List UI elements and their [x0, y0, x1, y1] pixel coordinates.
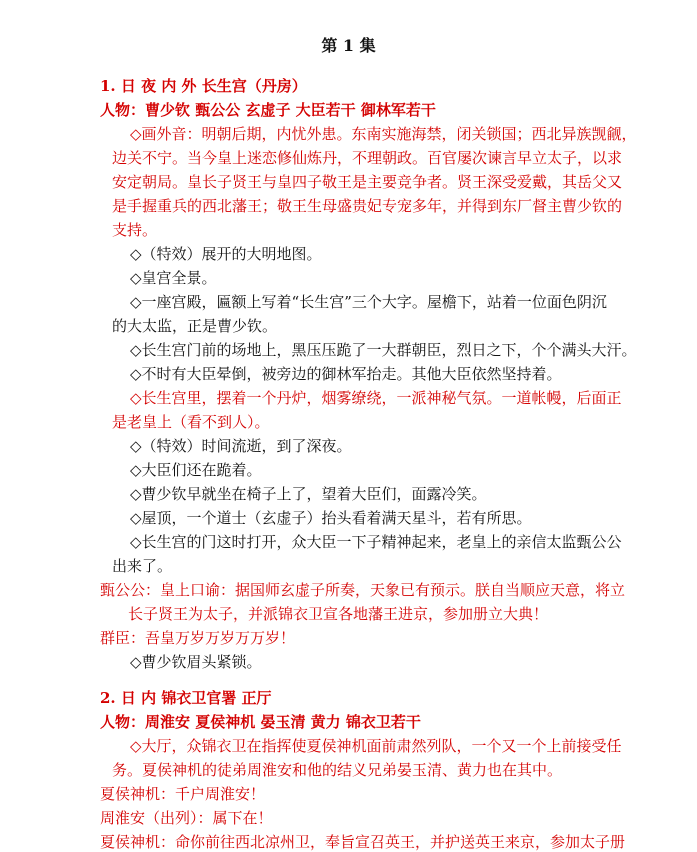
scene-1-line: 支持。	[112, 221, 158, 239]
scene-1-line: ◇（特效）展开的大明地图。	[130, 245, 322, 263]
scene-1-line: ◇曹少钦眉头紧锁。	[130, 653, 262, 671]
scene-1-line: ◇大臣们还在跪着。	[130, 461, 262, 479]
scene-1-line: ◇不时有大臣晕倒，被旁边的御林军抬走。其他大臣依然坚持着。	[130, 365, 562, 383]
episode-title: 第 1 集	[321, 36, 376, 55]
scene-1-line: ◇（特效）时间流逝，到了深夜。	[130, 437, 352, 455]
scene-2-characters: 人物：周淮安 夏侯神机 晏玉清 黄力 锦衣卫若干	[100, 713, 421, 731]
dialogue-line: 夏侯神机：千户周淮安！	[100, 785, 266, 803]
scene-1-line: ◇长生宫的门这时打开，众大臣一下子精神起来，老皇上的亲信太监甄公公	[130, 533, 622, 551]
scene-1-line: ◇曹少钦早就坐在椅子上了，望着大臣们，面露冷笑。	[130, 485, 487, 503]
scene-1-line: ◇屋顶，一个道士（玄虚子）抬头看着满天星斗，若有所思。	[130, 509, 532, 527]
dialogue-line: 长子贤王为太子，并派锦衣卫宣各地藩王进京，参加册立大典！	[128, 605, 549, 623]
scene-2-heading: 2. 日 内 锦衣卫官署 正厅	[100, 689, 272, 707]
scene-1-line: ◇长生宫门前的场地上，黑压压跪了一大群朝臣，烈日之下，个个满头大汗。	[130, 341, 637, 359]
scene-2-line: ◇大厅，众锦衣卫在指挥使夏侯神机面前肃然列队，一个又一个上前接受任	[130, 737, 622, 755]
dialogue-line: 群臣：吾皇万岁万岁万万岁！	[100, 629, 296, 647]
scene-1-line: ◇皇宫全景。	[130, 269, 217, 287]
scene-2-line: 务。夏侯神机的徒弟周淮安和他的结义兄弟晏玉清、黄力也在其中。	[112, 761, 563, 779]
scene-1-characters: 人物：曹少钦 甄公公 玄虚子 大臣若干 御林军若干	[100, 101, 436, 119]
scene-1-line: 出来了。	[112, 557, 173, 575]
dialogue-line: 周淮安（出列）：属下在！	[100, 809, 273, 827]
scene-1-line: 边关不宁。当今皇上迷恋修仙炼丹，不理朝政。百官屡次谏言早立太子，以求	[112, 149, 623, 167]
scene-1-line: 是老皇上（看不到人）。	[112, 413, 270, 431]
scene-1-line: 安定朝局。皇长子贤王与皇四子敬王是主要竞争者。贤王深受爱戴，其岳父又	[112, 173, 623, 191]
scene-1-heading: 1. 日 夜 内 外 长生宫（丹房）	[100, 77, 307, 95]
scene-1-line: 的大太监，正是曹少钦。	[112, 317, 278, 335]
dialogue-line: 甄公公：皇上口谕：据国师玄虚子所奏，天象已有预示。朕自当顺应天意，将立	[100, 581, 626, 599]
scene-1-line: 是手握重兵的西北藩王；敬王生母盛贵妃专宠多年，并得到东厂督主曹少钦的	[112, 197, 623, 215]
dialogue-line: 夏侯神机：命你前往西北凉州卫，奉旨宣召英王，并护送英王来京，参加太子册	[100, 833, 626, 851]
scene-1-line: ◇长生宫里，摆着一个丹炉，烟雾缭绕，一派神秘气氛。一道帐幔，后面正	[130, 389, 622, 407]
scene-1-line: ◇一座宫殿，匾额上写着“长生宫”三个大字。屋檐下，站着一位面色阴沉	[130, 293, 607, 311]
scene-1-line: ◇画外音：明朝后期，内忧外患。东南实施海禁，闭关锁国；西北异族觊觎，	[130, 125, 637, 143]
